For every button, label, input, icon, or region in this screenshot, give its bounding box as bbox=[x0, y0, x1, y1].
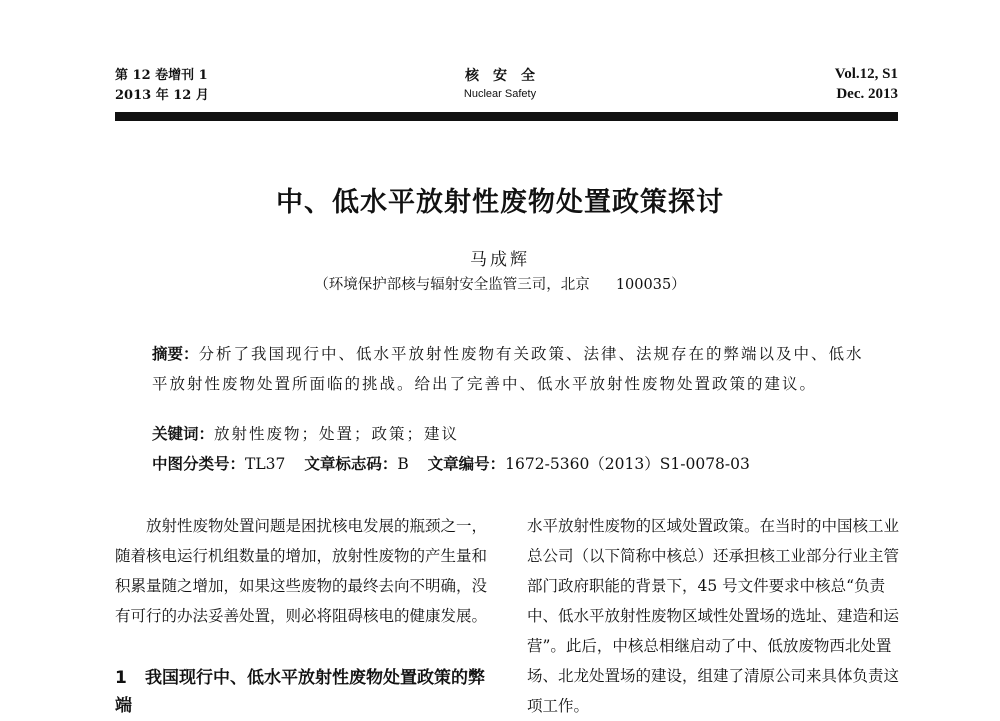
journal-name-cn: 核安全 bbox=[465, 68, 549, 84]
journal-name-en: Nuclear Safety bbox=[463, 88, 537, 100]
doc-code-value: B bbox=[397, 455, 409, 473]
publication-date: 2013 年 12 月 bbox=[115, 88, 209, 103]
abstract bbox=[152, 339, 864, 399]
affiliation bbox=[0, 273, 1000, 294]
author-name: 马成辉 bbox=[470, 250, 530, 270]
classification-line bbox=[152, 452, 750, 476]
article-no-label: 文章编号： bbox=[427, 455, 506, 473]
section-number: 1 bbox=[115, 668, 127, 688]
volume-issue: 第 12 卷增刊 1 bbox=[115, 68, 208, 83]
body-left-column bbox=[115, 511, 487, 631]
abstract-label: 摘要： bbox=[152, 345, 199, 363]
section-title: 我国现行中、低水平放射性废物处置政策的弊端 bbox=[115, 668, 485, 716]
date-en: Dec. 2013 bbox=[836, 86, 898, 102]
abstract-text: 分析了我国现行中、低水平放射性废物有关政策、法律、法规存在的弊端以及中、低水平放射性废物处置所面临的挑战。给出了完善中、低水平放射性废物处置政策的建议。 bbox=[152, 345, 864, 393]
paper-title: 中、低水平放射性废物处置政策探讨 bbox=[276, 187, 724, 218]
affiliation-org: （环境保护部核与辐射安全监管三司，北京 bbox=[314, 277, 590, 293]
keywords bbox=[152, 422, 459, 446]
running-header-right bbox=[835, 64, 898, 104]
keywords-label: 关键词： bbox=[152, 425, 215, 443]
doc-code-label: 文章标志码： bbox=[304, 455, 398, 473]
section-heading bbox=[115, 664, 495, 720]
running-header-left bbox=[115, 66, 209, 106]
clc-value: TL37 bbox=[245, 455, 286, 473]
article-no-value: 1672-5360（2013）S1-0078-03 bbox=[505, 455, 750, 473]
continued-paragraph: 水平放射性废物的区域处置政策。在当时的中国核工业总公司（以下简称中核总）还承担核工业部分行业主管部门政府职能的背景下，45 号文件要求中核总“负责中、低水平放射性废物区域性处置场的选址、建造和运营”。此后，中核总相继启动了中、低放废物西北处置场、北龙处置场的建设，组建了清原公司来具体负责这项工作。 bbox=[527, 517, 900, 715]
header-rule bbox=[115, 112, 898, 121]
keywords-text: 放射性废物；处置；政策；建议 bbox=[214, 425, 460, 443]
running-header-center bbox=[400, 66, 600, 102]
volume-en: Vol.12, S1 bbox=[834, 66, 898, 82]
affiliation-postcode: 100035） bbox=[615, 277, 686, 293]
intro-paragraph: 放射性废物处置问题是困扰核电发展的瓶颈之一，随着核电运行机组数量的增加，放射性废物的产生量和积累量随之增加，如果这些废物的最终去向不明确，没有可行的办法妥善处置，则必将阻碍核电的健康发展。 bbox=[115, 517, 488, 625]
clc-label: 中图分类号： bbox=[152, 455, 246, 473]
abstract-block bbox=[152, 339, 864, 399]
body-right-column bbox=[527, 511, 899, 721]
